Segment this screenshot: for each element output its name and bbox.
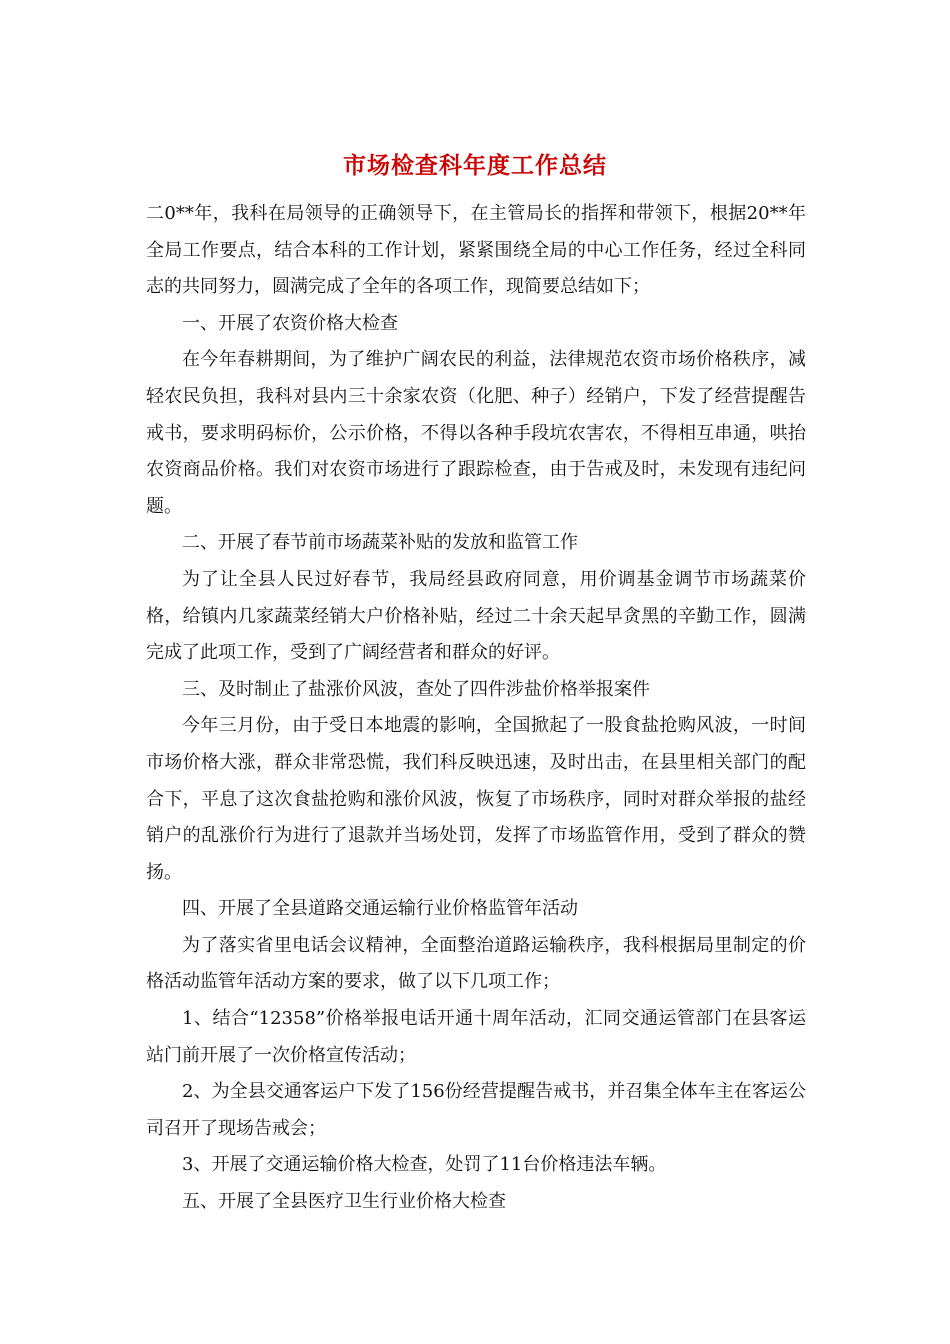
paragraph: 在今年春耕期间，为了维护广阔农民的利益，法律规范农资市场价格秩序，减轻农民负担，我科对县内三十余家农资（化肥、种子）经销户，下发了经营提醒告戒书，要求明码标价，公示价格，不得以各种手段坑农害农，不得相互串通，哄抬农资商品价格。我们对农资市场进行了跟踪检查，由于告戒及时，未发现有违纪问题。 <box>146 349 806 517</box>
paragraph: 今年三月份，由于受日本地震的影响，全国掀起了一股食盐抢购风波，一时间市场价格大涨，群众非常恐慌，我们科反映迅速，及时出击，在县里相关部门的配合下，平息了这次食盐抢购和涨价风波，恢复了市场秩序，同时对群众举报的盐经销户的乱涨价行为进行了退款并当场处罚，发挥了市场监管作用，受到了群众的赞扬。 <box>146 715 806 883</box>
section-heading-1: 一、开展了农资价格大检查 <box>182 312 398 334</box>
section-heading-4: 四、开展了全县道路交通运输行业价格监管年活动 <box>182 898 578 920</box>
paragraph-intro: 二0**年，我科在局领导的正确领导下，在主管局长的指挥和带领下，根据20**年全局工作要点，结合本科的工作计划，紧紧围绕全局的中心工作任务，经过全科同志的共同努力，圆满完成了全年的各项工作，现简要总结如下； <box>146 203 806 298</box>
list-item: 3、开展了交通运输价格大检查，处罚了11台价格违法车辆。 <box>182 1154 667 1176</box>
document-title: 市场检查科年度工作总结 <box>343 152 607 179</box>
list-item: 1、结合“12358”价格举报电话开通十周年活动，汇同交通运管部门在县客运站门前开展了一次价格宣传活动； <box>146 1008 806 1066</box>
document-body <box>146 196 806 1221</box>
section-heading-2: 二、开展了春节前市场蔬菜补贴的发放和监管工作 <box>182 532 578 554</box>
paragraph: 为了让全县人民过好春节，我局经县政府同意，用价调基金调节市场蔬菜价格，给镇内几家蔬菜经销大户价格补贴，经过二十余天起早贪黑的辛勤工作，圆满完成了此项工作，受到了广阔经营者和群众的好评。 <box>146 568 806 664</box>
list-item: 2、为全县交通客运户下发了156份经营提醒告戒书，并召集全体车主在客运公司召开了现场告戒会； <box>146 1081 806 1139</box>
paragraph: 为了落实省里电话会议精神，全面整治道路运输秩序，我科根据局里制定的价格活动监管年活动方案的要求，做了以下几项工作； <box>146 934 806 993</box>
section-heading-5: 五、开展了全县医疗卫生行业价格大检查 <box>182 1191 506 1213</box>
section-heading-3: 三、及时制止了盐涨价风波，查处了四件涉盐价格举报案件 <box>182 678 650 700</box>
